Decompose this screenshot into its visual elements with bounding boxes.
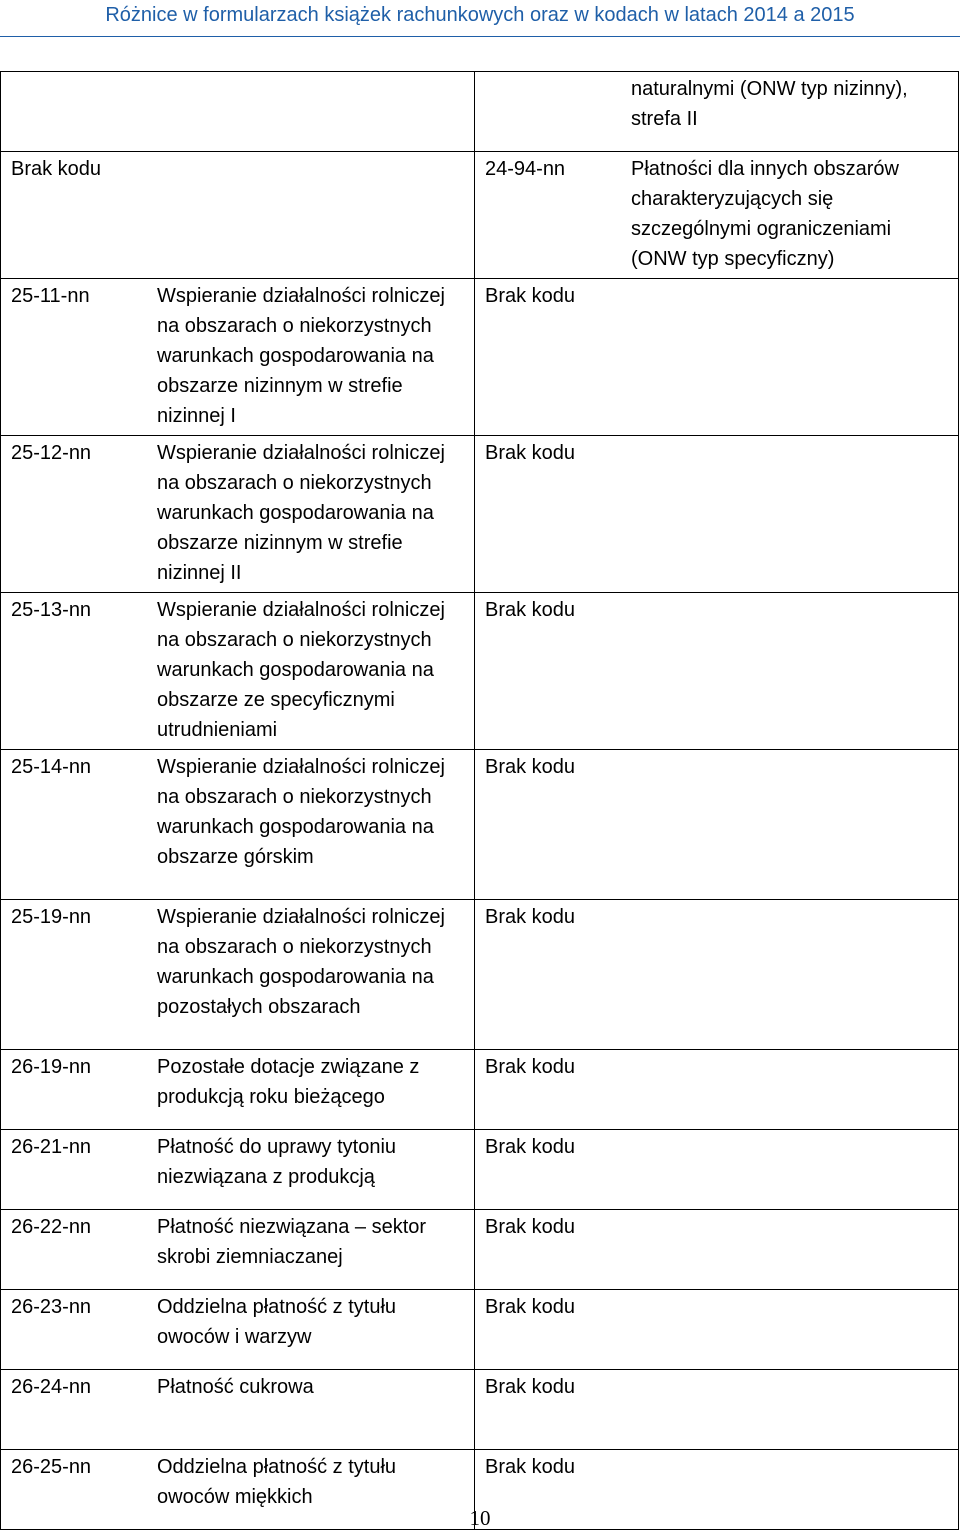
desc-2014: Wspieranie działalności rolniczej na obszarach o niekorzystnych warunkach gospodarowania na obszarze górskim	[157, 756, 445, 868]
code-2015: Brak kodu	[485, 599, 576, 621]
code-2014: 26-19-nn	[11, 1056, 92, 1078]
code-2014: 26-22-nn	[11, 1216, 92, 1238]
table-row	[1, 1370, 959, 1450]
cell-2014	[1, 152, 475, 279]
cell-2014	[1, 436, 475, 593]
code-2015: Brak kodu	[485, 1216, 576, 1238]
cell-2015	[475, 1290, 959, 1370]
desc-2014: Wspieranie działalności rolniczej na obszarach o niekorzystnych warunkach gospodarowania na obszarze ze specyficznymi utrudnieniami	[157, 599, 445, 741]
table-row	[1, 436, 959, 593]
code-2014: 26-25-nn	[11, 1456, 92, 1478]
code-2014: 25-12-nn	[11, 442, 92, 464]
cell-2014	[1, 900, 475, 1050]
table-row	[1, 750, 959, 900]
code-2015: Brak kodu	[485, 442, 576, 464]
cell-2015	[475, 1370, 959, 1450]
page-header	[0, 0, 960, 44]
code-2014: 26-21-nn	[11, 1136, 92, 1158]
code-2014: 25-14-nn	[11, 756, 92, 778]
table-row	[1, 1290, 959, 1370]
cell-2014	[1, 1370, 475, 1450]
cell-2014	[1, 1130, 475, 1210]
table-row	[1, 1130, 959, 1210]
code-2014: 26-23-nn	[11, 1296, 92, 1318]
cell-2015	[475, 279, 959, 436]
cell-2014	[1, 593, 475, 750]
desc-2014: Wspieranie działalności rolniczej na obszarach o niekorzystnych warunkach gospodarowania na obszarze nizinnym w strefie nizinnej I	[157, 285, 445, 427]
desc-2015: Płatności dla innych obszarów charakteryzujących się szczególnymi ograniczeniami (ONW typ specyficzny)	[631, 158, 899, 270]
desc-2015: naturalnymi (ONW typ nizinny), strefa II	[631, 78, 908, 130]
cell-2015	[475, 750, 959, 900]
code-2015: Brak kodu	[485, 285, 576, 307]
cell-2015	[475, 1210, 959, 1290]
code-2014: 25-11-nn	[11, 285, 90, 307]
desc-2014: Oddzielna płatność z tytułu owoców i warzyw	[157, 1296, 397, 1348]
code-2014: 25-19-nn	[11, 906, 92, 928]
desc-2014: Pozostałe dotacje związane z produkcją roku bieżącego	[157, 1056, 420, 1108]
code-2014: Brak kodu	[11, 158, 102, 180]
cell-2015	[475, 436, 959, 593]
codes-table	[0, 71, 959, 1530]
desc-2014: Wspieranie działalności rolniczej na obszarach o niekorzystnych warunkach gospodarowania na pozostałych obszarach	[157, 906, 445, 1018]
code-2015: Brak kodu	[485, 1136, 576, 1158]
desc-2014: Wspieranie działalności rolniczej na obszarach o niekorzystnych warunkach gospodarowania na obszarze nizinnym w strefie nizinnej II	[157, 442, 445, 584]
code-2015: Brak kodu	[485, 906, 576, 928]
table-row	[1, 279, 959, 436]
cell-2014	[1, 1050, 475, 1130]
desc-2014: Płatność niezwiązana – sektor skrobi ziemniaczanej	[157, 1216, 427, 1268]
cell-2014	[1, 279, 475, 436]
cell-2015	[475, 1130, 959, 1210]
cell-2015	[475, 593, 959, 750]
code-2015: Brak kodu	[485, 756, 576, 778]
header-title: Różnice w formularzach książek rachunkowych oraz w kodach w latach 2014 a 2015	[105, 4, 855, 26]
table-row	[1, 1050, 959, 1130]
cell-2014	[1, 1210, 475, 1290]
cell-2015	[475, 72, 959, 152]
code-2015: Brak kodu	[485, 1296, 576, 1318]
table-row	[1, 72, 959, 152]
table-row	[1, 152, 959, 279]
desc-2014: Płatność do uprawy tytoniu niezwiązana z produkcją	[157, 1136, 397, 1188]
header-divider	[0, 36, 960, 37]
table-row	[1, 1210, 959, 1290]
page-number: 10	[469, 1506, 491, 1530]
cell-2015	[475, 152, 959, 279]
cell-2014	[1, 750, 475, 900]
code-2014: 25-13-nn	[11, 599, 92, 621]
table-row	[1, 900, 959, 1050]
code-2015: Brak kodu	[485, 1056, 576, 1078]
cell-2014	[1, 72, 475, 152]
desc-2014: Płatność cukrowa	[157, 1376, 314, 1398]
code-2015: Brak kodu	[485, 1376, 576, 1398]
desc-2014: Oddzielna płatność z tytułu owoców miękkich	[157, 1456, 397, 1508]
cell-2014	[1, 1290, 475, 1370]
cell-2015	[475, 900, 959, 1050]
cell-2015	[475, 1050, 959, 1130]
code-2015: Brak kodu	[485, 1456, 576, 1478]
code-2014: 26-24-nn	[11, 1376, 92, 1398]
table-row	[1, 593, 959, 750]
code-2015: 24-94-nn	[485, 158, 566, 180]
